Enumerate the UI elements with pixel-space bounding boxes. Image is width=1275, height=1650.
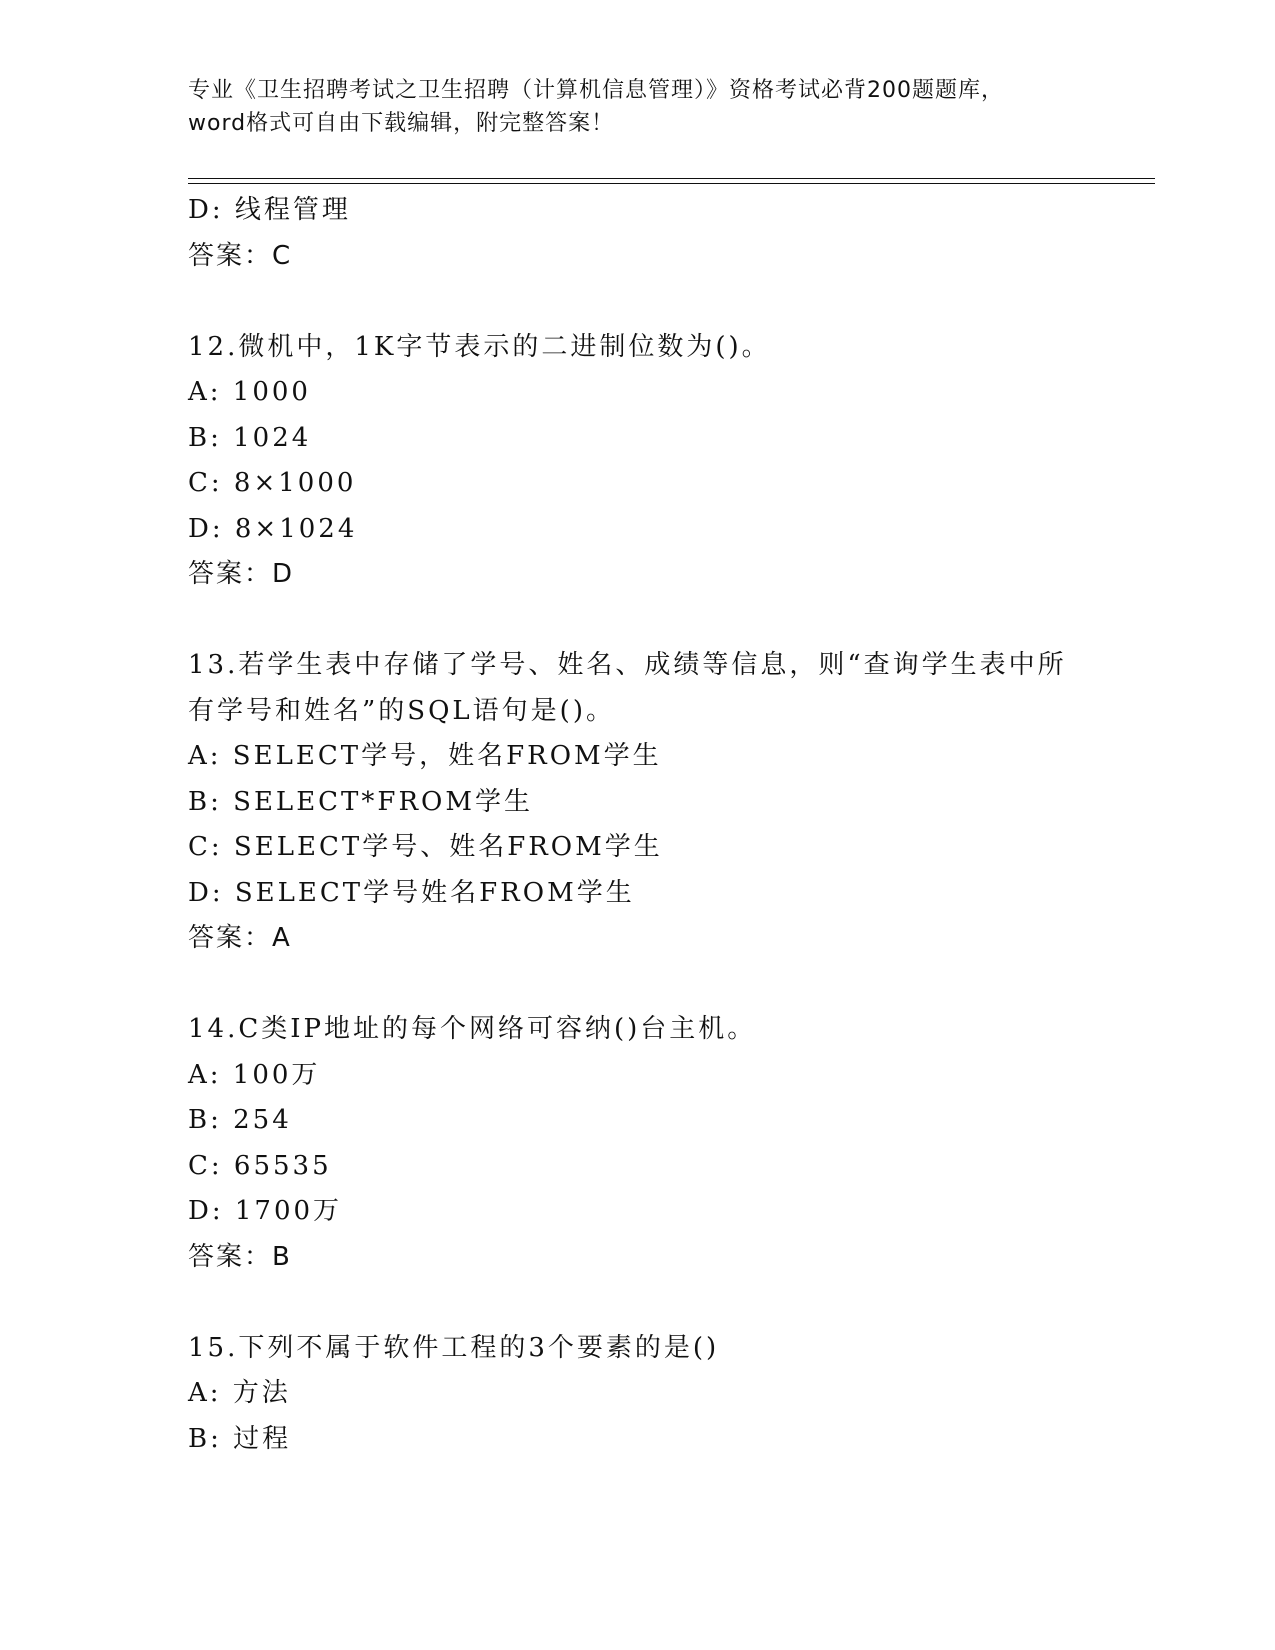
q11-answer: 答案：C xyxy=(188,240,293,271)
spacer xyxy=(188,598,1148,644)
header-divider-top xyxy=(188,178,1155,179)
q12-option-a: A: 1000 xyxy=(188,377,311,407)
spacer xyxy=(188,962,1148,1008)
q15-option-b: B: 过程 xyxy=(188,1423,292,1454)
q14-option-c: C: 65535 xyxy=(188,1150,332,1181)
q14-option-a: A: 100万 xyxy=(188,1059,321,1090)
q13-question-line-2: 有学号和姓名”的SQL语句是()。 xyxy=(188,695,615,726)
spacer xyxy=(188,1280,1148,1326)
q12-option-d: D: 8×1024 xyxy=(188,513,358,544)
q12-answer: 答案：D xyxy=(188,559,295,589)
q13-option-c: C: SELECT学号、姓名FROM学生 xyxy=(188,832,663,862)
header-line-2: word格式可自由下载编辑，附完整答案！ xyxy=(188,111,615,136)
q13-answer: 答案：A xyxy=(188,923,292,953)
q12-option-c: C: 8×1000 xyxy=(188,468,357,498)
q13-option-d: D: SELECT学号姓名FROM学生 xyxy=(188,877,635,908)
question-list xyxy=(188,188,1148,1462)
header-line-1: 专业《卫生招聘考试之卫生招聘（计算机信息管理）》资格考试必背200题题库， xyxy=(188,78,1004,103)
q14-option-b: B: 254 xyxy=(188,1105,292,1135)
q13-question-line-1: 13.若学生表中存储了学号、姓名、成绩等信息，则“查询学生表中所 xyxy=(188,650,1067,680)
q14-option-d: D: 1700万 xyxy=(188,1196,343,1226)
document-header xyxy=(188,74,1088,140)
q12-option-b: B: 1024 xyxy=(188,422,312,453)
spacer xyxy=(188,279,1148,325)
q15-question: 15.下列不属于软件工程的3个要素的是() xyxy=(188,1332,720,1363)
q12-question: 12.微机中，1K字节表示的二进制位数为()。 xyxy=(188,331,771,362)
q14-question: 14.C类IP地址的每个网络可容纳()台主机。 xyxy=(188,1014,757,1044)
q11-option-d: D: 线程管理 xyxy=(188,195,351,225)
q14-answer: 答案：B xyxy=(188,1241,292,1272)
header-divider-bottom xyxy=(188,183,1155,184)
q13-option-b: B: SELECT*FROM学生 xyxy=(188,786,533,817)
q13-option-a: A: SELECT学号，姓名FROM学生 xyxy=(188,741,662,771)
q15-option-a: A: 方法 xyxy=(188,1378,291,1408)
